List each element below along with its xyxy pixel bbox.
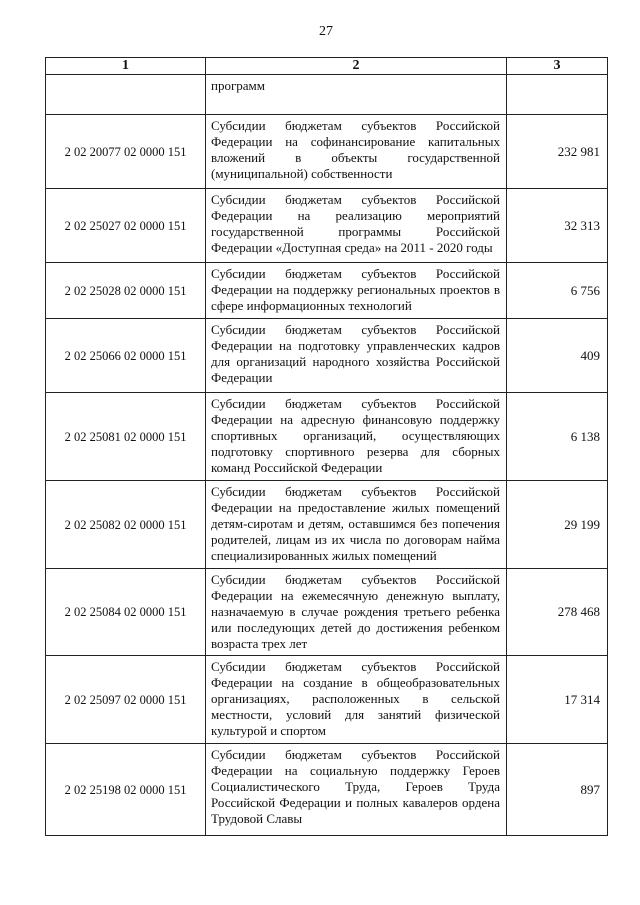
table-row bbox=[46, 656, 608, 744]
column-header-1: 1 bbox=[46, 58, 206, 75]
budget-code-cell: 2 02 25198 02 0000 151 bbox=[46, 744, 206, 836]
page-number: 27 bbox=[319, 24, 333, 39]
amount-cell: 32 313 bbox=[507, 189, 608, 263]
budget-code-cell: 2 02 25027 02 0000 151 bbox=[46, 189, 206, 263]
column-header-2: 2 bbox=[206, 58, 507, 75]
table-row bbox=[46, 393, 608, 481]
column-header-3: 3 bbox=[507, 58, 608, 75]
amount-cell: 409 bbox=[507, 319, 608, 393]
description-cell: Субсидии бюджетам субъектов Российской Федерации на социальную поддержку Героев Социалистического Труда, Героев Труда Российской Федерации и полных кавалеров ордена Трудовой Славы bbox=[206, 744, 507, 836]
description-cell: Субсидии бюджетам субъектов Российской Федерации на адресную финансовую поддержку спортивных организаций, осуществляющих подготовку спортивного резерва для сборных команд Российской Федерации bbox=[206, 393, 507, 481]
table-header-row bbox=[46, 58, 608, 75]
description-cell: Субсидии бюджетам субъектов Российской Федерации на реализацию мероприятий государственной программы Российской Федерации «Доступная среда» на 2011 - 2020 годы bbox=[206, 189, 507, 263]
budget-code-cell: 2 02 25084 02 0000 151 bbox=[46, 569, 206, 656]
budget-code-cell: 2 02 25081 02 0000 151 bbox=[46, 393, 206, 481]
amount-cell: 6 756 bbox=[507, 263, 608, 319]
budget-code-cell: 2 02 20077 02 0000 151 bbox=[46, 115, 206, 189]
description-cell: программ bbox=[206, 75, 507, 115]
amount-cell bbox=[507, 75, 608, 115]
table-row bbox=[46, 263, 608, 319]
amount-cell: 278 468 bbox=[507, 569, 608, 656]
description-cell: Субсидии бюджетам субъектов Российской Федерации на поддержку региональных проектов в сфере информационных технологий bbox=[206, 263, 507, 319]
description-cell: Субсидии бюджетам субъектов Российской Федерации на создание в общеобразовательных организациях, расположенных в сельской местности, условий для занятий физической культурой и спортом bbox=[206, 656, 507, 744]
budget-code-cell: 2 02 25097 02 0000 151 bbox=[46, 656, 206, 744]
budget-code-cell: 2 02 25028 02 0000 151 bbox=[46, 263, 206, 319]
budget-code-cell: 2 02 25066 02 0000 151 bbox=[46, 319, 206, 393]
description-cell: Субсидии бюджетам субъектов Российской Федерации на предоставление жилых помещений детям-сиротам и детям, оставшимся без попечения родителей, лицам из их числа по договорам найма специализированных жилых помещений bbox=[206, 481, 507, 569]
amount-cell: 17 314 bbox=[507, 656, 608, 744]
amount-cell: 897 bbox=[507, 744, 608, 836]
budget-table bbox=[45, 57, 608, 836]
amount-cell: 232 981 bbox=[507, 115, 608, 189]
amount-cell: 29 199 bbox=[507, 481, 608, 569]
table-row bbox=[46, 189, 608, 263]
table-row bbox=[46, 75, 608, 115]
table-row bbox=[46, 569, 608, 656]
budget-code-cell bbox=[46, 75, 206, 115]
description-cell: Субсидии бюджетам субъектов Российской Федерации на ежемесячную денежную выплату, назначаемую в случае рождения третьего ребенка или последующих детей до достижения ребенком возраста трех лет bbox=[206, 569, 507, 656]
budget-code-cell: 2 02 25082 02 0000 151 bbox=[46, 481, 206, 569]
table-row bbox=[46, 319, 608, 393]
table-row bbox=[46, 744, 608, 836]
table-row bbox=[46, 115, 608, 189]
description-cell: Субсидии бюджетам субъектов Российской Федерации на софинансирование капитальных вложений в объекты государственной (муниципальной) собственности bbox=[206, 115, 507, 189]
description-cell: Субсидии бюджетам субъектов Российской Федерации на подготовку управленческих кадров для организаций народного хозяйства Российской Федерации bbox=[206, 319, 507, 393]
table-row bbox=[46, 481, 608, 569]
amount-cell: 6 138 bbox=[507, 393, 608, 481]
